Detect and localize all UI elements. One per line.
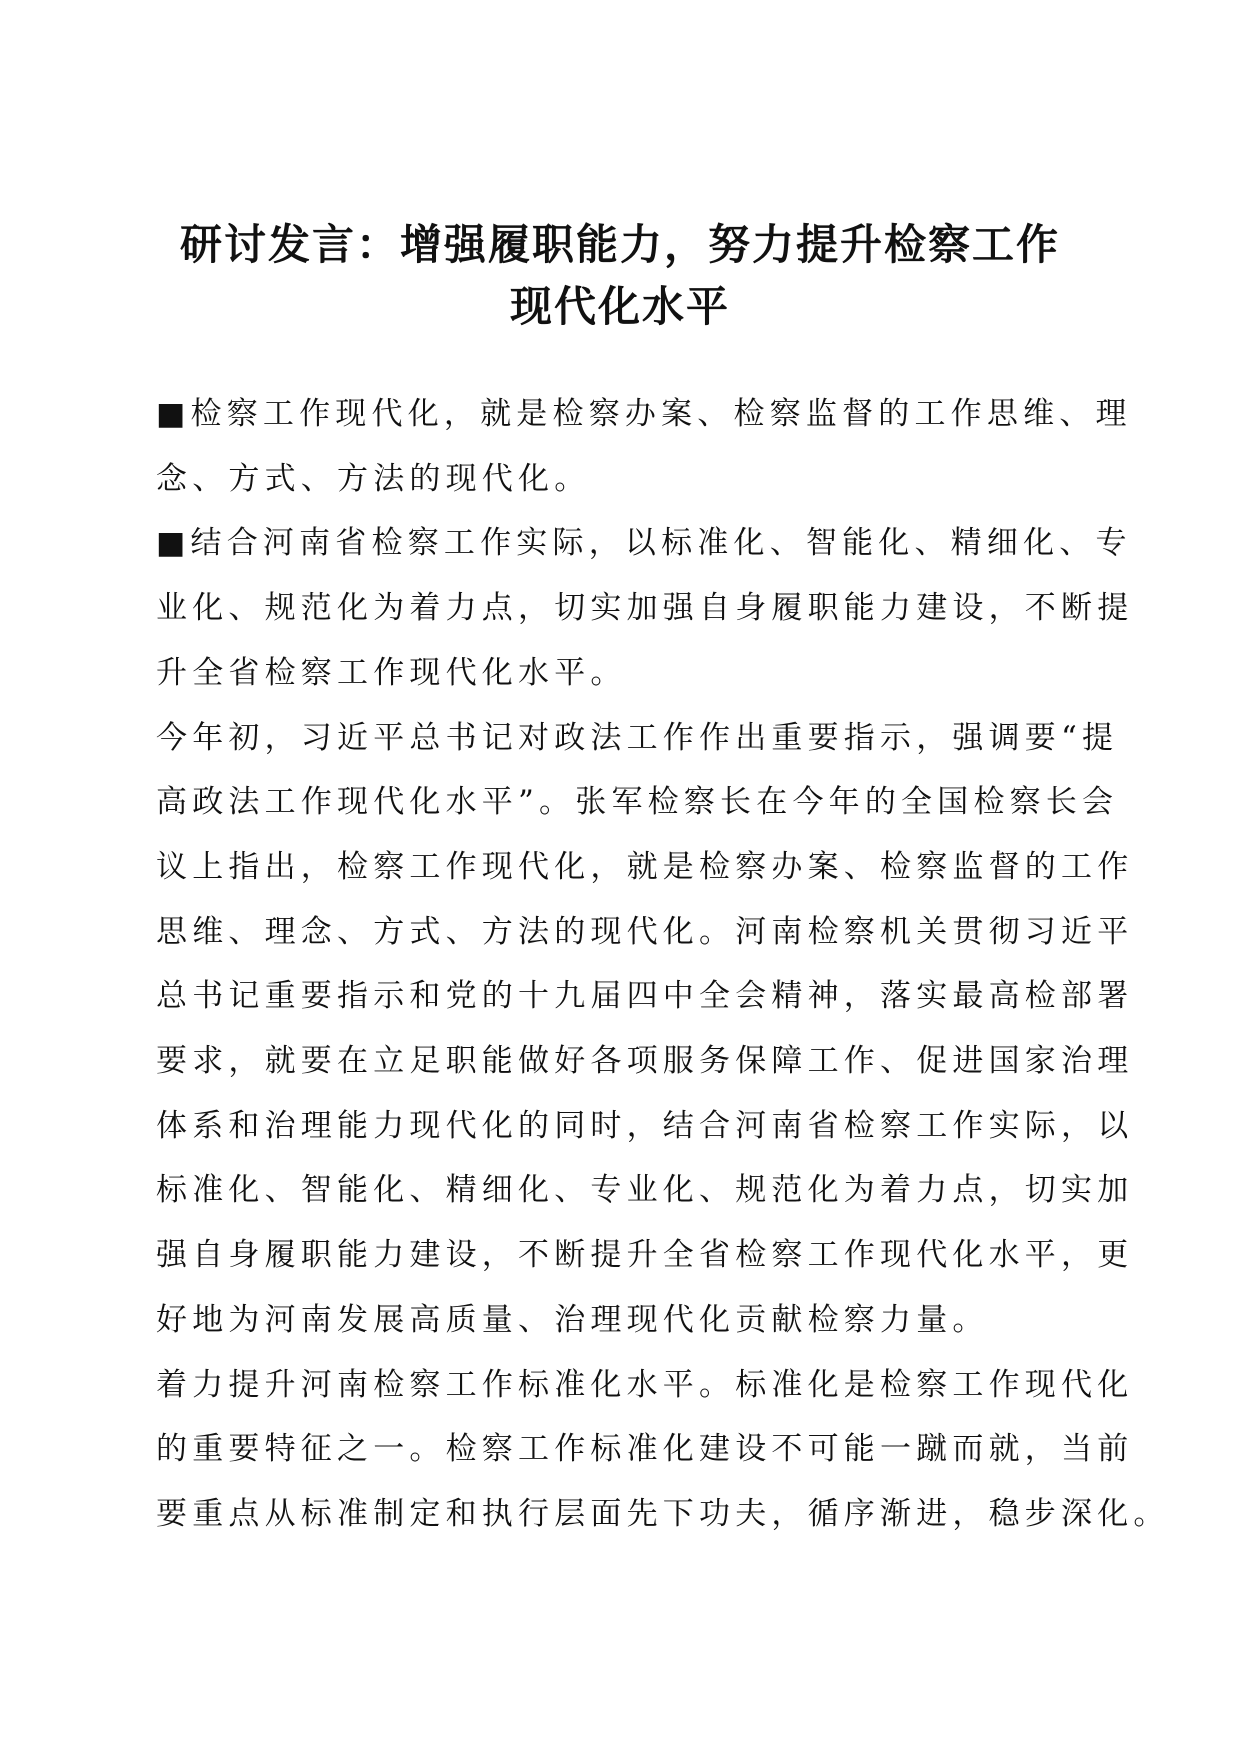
text-line: 升全省检察工作现代化水平。 (156, 654, 627, 691)
text-line: 要求，就要在立足职能做好各项服务保障工作、促进国家治理 (156, 1043, 1134, 1080)
document-body (156, 382, 1170, 1547)
summary-point-2 (156, 511, 1134, 705)
text-line: 思维、理念、方式、方法的现代化。河南检察机关贯彻习近平 (156, 913, 1134, 950)
text-line: 强自身履职能力建设，不断提升全省检察工作现代化水平，更 (156, 1237, 1134, 1274)
body-paragraph-intro (156, 706, 1134, 1353)
text-line: 议上指出，检察工作现代化，就是检察办案、检察监督的工作 (156, 848, 1134, 885)
title-line: 研讨发言：增强履职能力，努力提升检察工作 (179, 220, 1060, 269)
text-line: 好地为河南发展高质量、治理现代化贡献检察力量。 (156, 1301, 989, 1338)
body-paragraph-standardization (156, 1353, 1170, 1547)
text-line: 高政法工作现代化水平”。张军检察长在今年的全国检察长会 (156, 784, 1119, 821)
text-line: ■结合河南省检察工作实际，以标准化、智能化、精细化、专 (156, 525, 1132, 562)
document-title (150, 214, 1090, 338)
summary-point-1 (156, 382, 1132, 511)
text-line: 总书记重要指示和党的十九届四中全会精神，落实最高检部署 (156, 978, 1134, 1015)
text-line: 念、方式、方法的现代化。 (156, 460, 591, 497)
title-line: 现代化水平 (509, 282, 730, 331)
text-line: 着力提升河南检察工作标准化水平。标准化是检察工作现代化 (156, 1366, 1134, 1403)
text-line: 的重要特征之一。检察工作标准化建设不可能一蹴而就，当前 (156, 1431, 1134, 1468)
text-line: 要重点从标准制定和执行层面先下功夫，循序渐进，稳步深化。 (156, 1495, 1170, 1532)
text-line: 今年初，习近平总书记对政法工作作出重要指示，强调要“提 (156, 719, 1119, 756)
text-line: 体系和治理能力现代化的同时，结合河南省检察工作实际，以 (156, 1107, 1134, 1144)
text-line: 业化、规范化为着力点，切实加强自身履职能力建设，不断提 (156, 590, 1134, 627)
text-line: 标准化、智能化、精细化、专业化、规范化为着力点，切实加 (156, 1172, 1134, 1209)
text-line: ■检察工作现代化，就是检察办案、检察监督的工作思维、理 (156, 396, 1132, 432)
